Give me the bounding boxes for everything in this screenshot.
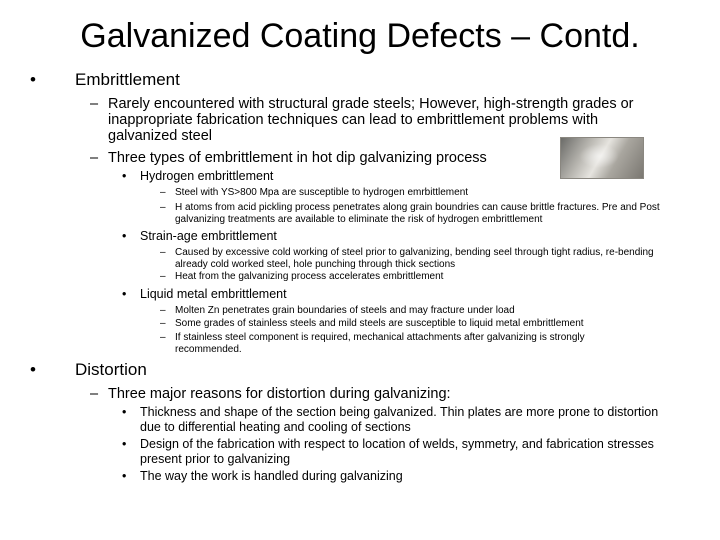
bullet-marker: • (122, 229, 127, 243)
dash-marker: – (160, 271, 166, 282)
embrittlement-intro-text: Rarely encountered with structural grade steels; However, high-strength grades or inappropriate fabrication techniques can lead to embrittlement problems with galvanized steel (108, 96, 634, 144)
hydrogen-embrittlement-heading: Hydrogen embrittlement (140, 169, 274, 183)
bullet-marker: • (122, 287, 127, 301)
hydrogen-item: Steel with YS>800 Mpa are susceptible to hydrogen emrbittlement (175, 187, 469, 198)
bullet-marker: • (122, 169, 127, 183)
embrittlement-types-text: Three types of embrittlement in hot dip galvanizing process (108, 150, 487, 166)
strain-age-embrittlement-heading: Strain-age embrittlement (140, 229, 277, 243)
section-heading-embrittlement: Embrittlement (75, 70, 180, 89)
bullet-marker: • (30, 70, 36, 89)
dash-marker: – (90, 96, 99, 112)
dash-marker: – (160, 187, 166, 198)
strain-age-item: Heat from the galvanizing process accelerates embrittlement (175, 271, 444, 282)
slide-title: Galvanized Coating Defects – Contd. (80, 17, 640, 55)
section-heading-distortion: Distortion (75, 360, 147, 379)
distortion-reason-item: The way the work is handled during galvanizing (140, 469, 403, 483)
strain-age-item: Caused by excessive cold working of steel prior to galvanizing, bending seel through tight radius, re-bending already cold worked steel, hole punching through thick sections (175, 247, 654, 270)
bullet-marker: • (122, 437, 127, 451)
liquid-metal-item: Some grades of stainless steels and mild steels are susceptible to liquid metal embrittlement (175, 318, 584, 329)
dash-marker: – (160, 202, 166, 213)
distortion-reason-item: Design of the fabrication with respect to location of welds, symmetry, and fabrication stresses present prior to galvanizing (140, 437, 654, 466)
bullet-marker: • (122, 405, 127, 419)
dash-marker: – (160, 305, 166, 316)
bullet-marker: • (122, 469, 127, 483)
bullet-marker: • (30, 360, 36, 379)
dash-marker: – (160, 247, 166, 258)
hydrogen-item: H atoms from acid pickling process penetrates along grain boundries can cause brittle fractures. Pre and Post galvanizing treatments are available to eliminate the risk of hydrogen embrittlement (175, 202, 660, 225)
liquid-metal-embrittlement-heading: Liquid metal embrittlement (140, 287, 287, 301)
dash-marker: – (90, 150, 99, 166)
distortion-intro-text: Three major reasons for distortion during galvanizing: (108, 386, 451, 402)
liquid-metal-item: If stainless steel component is required, mechanical attachments after galvanizing is strongly recommended. (175, 332, 585, 355)
distortion-reason-item: Thickness and shape of the section being galvanized. Thin plates are more prone to distortion due to differential heating and cooling of sections (140, 405, 659, 434)
dash-marker: – (160, 318, 166, 329)
liquid-metal-item: Molten Zn penetrates grain boundaries of steels and may fracture under load (175, 305, 515, 316)
dash-marker: – (160, 332, 166, 343)
dash-marker: – (90, 386, 99, 402)
